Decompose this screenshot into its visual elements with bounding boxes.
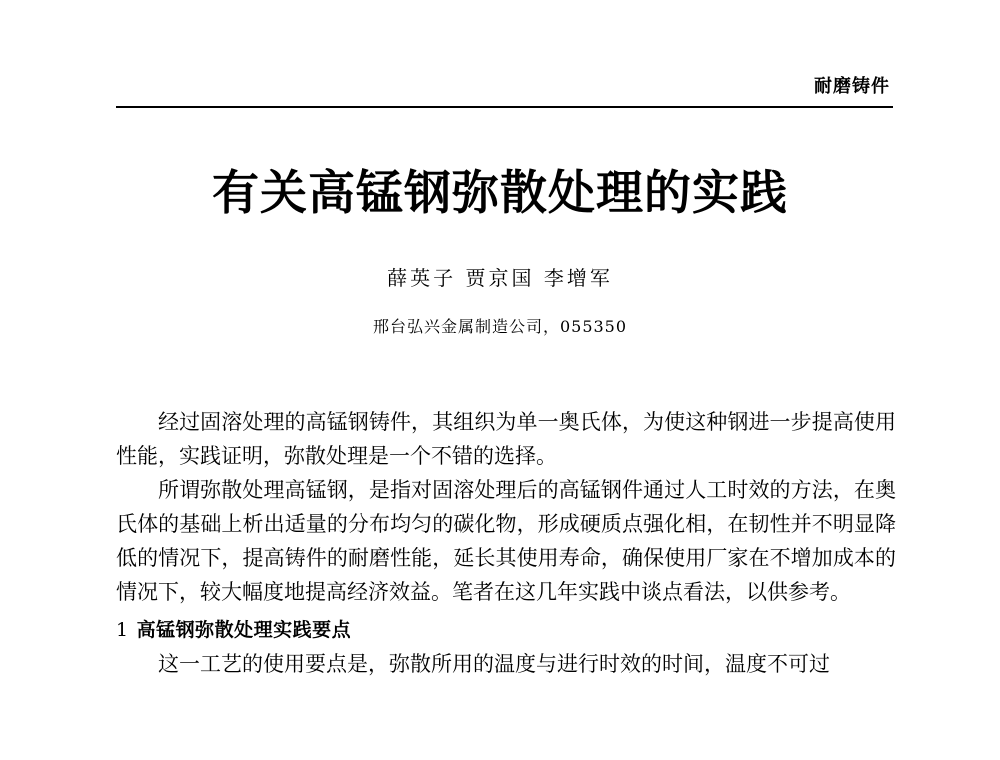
section-title: 高锰钢弥散处理实践要点	[136, 619, 352, 641]
header-rule	[116, 106, 893, 108]
journal-section-label: 耐磨铸件	[814, 76, 890, 97]
section-heading	[116, 613, 896, 647]
section-number: 1	[116, 619, 129, 641]
article-affiliation: 邢台弘兴金属制造公司，055350	[372, 317, 628, 336]
article-body	[116, 405, 896, 681]
body-paragraph-3: 这一工艺的使用要点是，弥散所用的温度与进行时效的时间，温度不可过	[158, 652, 830, 676]
article-authors: 薛英子 贾京国 李增军	[387, 266, 613, 290]
body-paragraph-1: 经过固溶处理的高锰钢铸件，其组织为单一奥氏体，为使这种钢进一步提高使用性能，实践证明，弥散处理是一个不错的选择。	[116, 410, 896, 468]
body-paragraph-2: 所谓弥散处理高锰钢，是指对固溶处理后的高锰钢件通过人工时效的方法，在奥氏体的基础上析出适量的分布均匀的碳化物，形成硬质点强化相，在韧性并不明显降低的情况下，提高铸件的耐磨性能，延长其使用寿命，确保使用厂家在不增加成本的情况下，较大幅度地提高经济效益。笔者在这几年实践中谈点看法，以供参考。	[116, 478, 896, 604]
article-title: 有关高锰钢弥散处理的实践	[212, 166, 788, 221]
